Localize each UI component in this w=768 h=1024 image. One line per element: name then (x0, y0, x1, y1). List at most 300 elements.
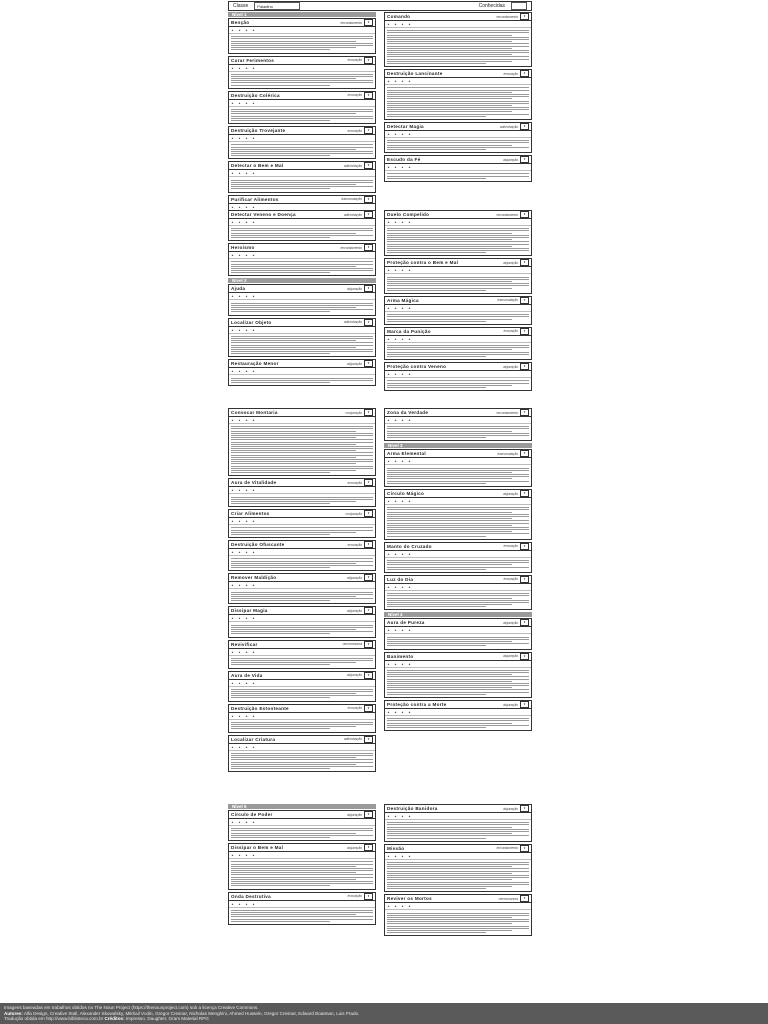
stat-icon (401, 585, 404, 589)
description-line (387, 114, 529, 115)
description-line (231, 428, 373, 429)
description-line (231, 835, 373, 836)
spell-name: Banimento (387, 653, 414, 659)
class-select[interactable]: Paladino (254, 2, 300, 10)
stat-icon (401, 220, 404, 224)
expand-button[interactable]: ▾ (520, 13, 529, 20)
spell-description (229, 34, 375, 53)
expand-button[interactable]: ▾ (364, 19, 373, 26)
expand-button[interactable]: ▾ (520, 328, 529, 335)
stat-icon (245, 902, 248, 906)
stat-icon (387, 628, 390, 632)
description-line (231, 347, 356, 348)
spell-description (385, 28, 531, 66)
description-line (387, 917, 512, 918)
expand-button[interactable]: ▾ (520, 409, 529, 416)
description-line (387, 92, 512, 93)
stat-icon (408, 499, 411, 503)
stat-icon (245, 101, 248, 105)
description-line (231, 497, 373, 498)
expand-button[interactable]: ▾ (520, 653, 529, 660)
stat-icon (252, 681, 255, 685)
description-line (387, 868, 529, 869)
spell-name: Ajuda (231, 286, 246, 292)
description-line (387, 866, 512, 867)
spell-stats-row (229, 65, 375, 72)
stat-icon (394, 904, 397, 908)
spell-description (229, 142, 375, 158)
description-line (231, 147, 373, 148)
description-line (231, 689, 373, 690)
description-line (231, 631, 373, 632)
description-line (231, 340, 356, 341)
spell-stats-row (229, 252, 375, 259)
description-line (231, 697, 330, 698)
expand-button[interactable]: ▾ (520, 543, 529, 550)
description-line (231, 864, 373, 865)
description-line (387, 39, 529, 40)
spell-card-header (229, 319, 375, 327)
stat-icon (252, 328, 255, 332)
stat-icon (238, 519, 241, 523)
spell-name: Purificar Alimentos (231, 196, 279, 202)
description-line (387, 723, 512, 724)
spell-school: encantamento (340, 245, 362, 250)
description-line (387, 239, 512, 240)
spell-name: Dissipar o Bem e Mal (231, 845, 284, 851)
description-line (231, 336, 373, 337)
expand-button[interactable]: ▾ (520, 450, 529, 457)
description-line (231, 85, 330, 86)
spell-card-header (385, 211, 531, 219)
description-line (231, 144, 373, 145)
description-line (387, 595, 529, 596)
expand-button[interactable]: ▾ (364, 641, 373, 648)
stat-icon (394, 814, 397, 818)
spell-name: Aura de Pureza (387, 620, 425, 626)
stat-icon (401, 79, 404, 83)
spell-card-circulo-magico (384, 489, 532, 540)
stat-icon (231, 745, 234, 749)
spell-name: Destruição Trovejante (231, 128, 286, 134)
expand-button[interactable]: ▾ (520, 490, 529, 497)
spell-page-3 (228, 408, 532, 788)
description-line (387, 602, 529, 603)
description-line (387, 385, 512, 386)
expand-button[interactable]: ▾ (364, 705, 373, 712)
stat-icon (387, 268, 390, 272)
spell-stats-row (229, 582, 375, 589)
expand-button[interactable]: ▾ (520, 619, 529, 626)
description-line (387, 835, 529, 836)
description-line (387, 882, 529, 883)
description-line (231, 448, 373, 449)
description-line (231, 563, 356, 564)
expand-button[interactable]: ▾ (520, 123, 529, 130)
spell-name: Localizar Criatura (231, 736, 276, 742)
spell-card-header (229, 92, 375, 100)
expand-button[interactable]: ▾ (364, 162, 373, 169)
left-column (228, 408, 376, 774)
spell-stats-row (385, 371, 531, 378)
description-line (387, 380, 529, 381)
description-line (387, 281, 512, 282)
spell-card-restauracao-menor (228, 359, 376, 386)
expand-button[interactable]: ▾ (364, 211, 373, 218)
stat-icon (401, 337, 404, 341)
description-line (231, 80, 373, 81)
spell-name: Luz do Dia (387, 576, 414, 582)
description-line (231, 625, 373, 626)
spell-description (385, 668, 531, 697)
description-line (387, 285, 529, 286)
expand-button[interactable]: ▾ (520, 259, 529, 266)
spell-school: abjuração (347, 361, 362, 366)
spell-card-convocar-montaria (228, 408, 376, 476)
stat-icon (394, 459, 397, 463)
spell-card-header (385, 363, 531, 371)
spell-stats-row (385, 219, 531, 226)
description-line (231, 768, 330, 769)
stat-icon (252, 66, 255, 70)
spell-stats-row (229, 135, 375, 142)
expand-button[interactable]: ▾ (364, 607, 373, 614)
stat-icon (238, 550, 241, 554)
spell-card-header (229, 244, 375, 252)
spell-description (385, 85, 531, 119)
spell-stats-row (385, 551, 531, 558)
description-line (231, 755, 373, 756)
spell-stats-row (229, 27, 375, 34)
description-line (231, 76, 373, 77)
spell-name: Revivificar (231, 641, 258, 647)
expand-button[interactable]: ▾ (364, 541, 373, 548)
stat-icon (245, 488, 248, 492)
stat-icon (252, 583, 255, 587)
level-header: Nível 4 (384, 612, 532, 617)
description-line (231, 466, 373, 467)
expand-button[interactable]: ▾ (520, 363, 529, 370)
description-line (387, 244, 529, 245)
description-line (387, 347, 529, 348)
stat-icon (231, 616, 234, 620)
description-line (387, 87, 529, 88)
expand-button[interactable]: ▾ (364, 319, 373, 326)
credits-footer (0, 1003, 768, 1024)
description-line (387, 178, 486, 179)
description-line (387, 111, 512, 112)
expand-button[interactable]: ▾ (364, 510, 373, 517)
stat-icon (231, 650, 234, 654)
spell-card-detectar-veneno-e-doenca (228, 210, 376, 241)
stat-icon (401, 499, 404, 503)
right-column (384, 408, 532, 733)
description-line (387, 147, 529, 148)
stat-icon (231, 902, 234, 906)
summary-select[interactable] (511, 2, 527, 10)
spell-name: Reviver os Mortos (387, 896, 432, 902)
spell-name: Arma Elemental (387, 451, 426, 457)
description-line (387, 915, 529, 916)
expand-button[interactable]: ▾ (364, 811, 373, 818)
spell-description (229, 494, 375, 506)
spell-school: evocação (347, 480, 362, 485)
spell-school: evocação (347, 542, 362, 547)
spell-card-escudo-da-fe (384, 155, 532, 182)
expand-button[interactable]: ▾ (364, 736, 373, 743)
description-line (387, 105, 512, 106)
credits-text: Impresso, Daughter, Gram Material RPG (125, 1016, 209, 1022)
description-line (387, 241, 529, 242)
stat-icon (252, 101, 255, 105)
description-line (387, 233, 512, 234)
description-line (387, 871, 529, 872)
description-line (387, 288, 512, 289)
stat-icon (238, 488, 241, 492)
spell-description (385, 378, 531, 390)
description-line (387, 518, 512, 519)
stat-icon (231, 253, 234, 257)
expand-button[interactable]: ▾ (364, 127, 373, 134)
description-line (387, 862, 529, 863)
stat-icon (252, 902, 255, 906)
spell-page-2 (228, 210, 532, 400)
spell-card-destruicao-colerica (228, 91, 376, 124)
expand-button[interactable]: ▾ (364, 574, 373, 581)
spell-description (385, 274, 531, 293)
spell-card-header (385, 490, 531, 498)
spell-name: Detectar Magia (387, 124, 424, 129)
expand-button[interactable]: ▾ (364, 244, 373, 251)
description-line (231, 830, 373, 831)
stat-icon (238, 171, 241, 175)
spell-name: Heroísmo (231, 245, 255, 251)
spell-card-header (385, 701, 531, 709)
spell-card-protecao-contra-o-bem-e-mal (384, 258, 532, 294)
description-line (231, 155, 330, 156)
stat-icon (387, 585, 390, 589)
spell-card-header (229, 162, 375, 170)
stat-icon (401, 459, 404, 463)
spell-card-destruicao-ofuscante (228, 540, 376, 571)
description-line (387, 96, 529, 97)
spell-description (229, 556, 375, 570)
description-line (231, 919, 373, 920)
spell-school: conjuração (345, 511, 362, 516)
stat-icon (231, 205, 234, 209)
expand-button[interactable]: ▾ (364, 92, 373, 99)
description-line (231, 468, 373, 469)
description-line (231, 49, 330, 50)
description-line (387, 560, 529, 561)
stat-icon (408, 22, 411, 26)
spell-description (385, 312, 531, 324)
spell-name: Destruição Lancinante (387, 71, 443, 77)
description-line (387, 873, 512, 874)
stat-icon (408, 306, 411, 310)
description-line (231, 598, 373, 599)
spell-name: Destruição Ofuscante (231, 542, 285, 548)
description-line (231, 565, 373, 566)
expand-button[interactable]: ▾ (520, 156, 529, 163)
spell-card-destruicao-estonteante (228, 704, 376, 733)
expand-button[interactable]: ▾ (364, 844, 373, 851)
spell-stats-row (229, 327, 375, 334)
expand-button[interactable]: ▾ (364, 360, 373, 367)
description-line (387, 468, 529, 469)
expand-button[interactable]: ▾ (520, 576, 529, 583)
spell-card-header (385, 845, 531, 853)
description-line (231, 885, 330, 886)
description-line (387, 598, 512, 599)
description-line (387, 639, 529, 640)
expand-button[interactable]: ▾ (520, 297, 529, 304)
spell-card-luz-do-dia (384, 575, 532, 611)
description-line (231, 378, 373, 379)
spell-description (229, 589, 375, 603)
expand-button[interactable]: ▾ (364, 479, 373, 486)
spell-stats-row (229, 417, 375, 424)
stat-icon (245, 418, 248, 422)
description-line (231, 724, 373, 725)
stat-icon (245, 583, 248, 587)
spell-card-arma-elemental (384, 449, 532, 487)
description-line (231, 45, 373, 46)
description-line (387, 637, 529, 638)
spell-school: abjuração (347, 812, 362, 817)
spell-description (229, 72, 375, 88)
spell-card-header (229, 211, 375, 219)
expand-button[interactable]: ▾ (364, 57, 373, 64)
description-line (231, 693, 356, 694)
stat-icon (408, 459, 411, 463)
stat-icon (238, 650, 241, 654)
stat-icon (238, 681, 241, 685)
spell-school: adivinhação (343, 212, 362, 217)
spell-card-localizar-objeto (228, 318, 376, 358)
stat-icon (394, 22, 397, 26)
stat-icon (245, 28, 248, 32)
stat-icon (252, 714, 255, 718)
stat-icon (238, 66, 241, 70)
stat-icon (245, 369, 248, 373)
stat-icon (238, 820, 241, 824)
expand-button[interactable]: ▾ (520, 701, 529, 708)
stat-icon (394, 499, 397, 503)
description-line (387, 600, 529, 601)
spell-school: abjuração (347, 286, 362, 291)
spell-stats-row (385, 584, 531, 591)
stat-icon (238, 328, 241, 332)
spell-card-header (229, 844, 375, 852)
description-line (231, 912, 373, 913)
stat-icon (387, 306, 390, 310)
stat-icon (252, 220, 255, 224)
stat-icon (408, 854, 411, 858)
expand-button[interactable]: ▾ (364, 409, 373, 416)
spell-school: necromancia (498, 896, 518, 901)
description-line (387, 248, 529, 249)
expand-button[interactable]: ▾ (364, 893, 373, 900)
description-line (231, 74, 373, 75)
spell-card-destruicao-banidora (384, 804, 532, 842)
expand-button[interactable]: ▾ (520, 211, 529, 218)
description-line (231, 380, 373, 381)
description-line (387, 930, 512, 931)
expand-button[interactable]: ▾ (520, 845, 529, 852)
description-line (231, 307, 356, 308)
description-line (231, 182, 373, 183)
expand-button[interactable]: ▾ (520, 805, 529, 812)
spell-school: evocação (503, 544, 518, 549)
stat-icon (231, 820, 234, 824)
spell-name: Escudo da Fé (387, 157, 421, 163)
spell-description (385, 226, 531, 255)
spell-stats-row (385, 709, 531, 716)
spell-name: Arma Mágica (387, 297, 419, 303)
spell-stats-row (229, 518, 375, 525)
description-line (231, 426, 373, 427)
spell-school: abjuração (503, 260, 518, 265)
spell-stats-row (385, 458, 531, 465)
spell-school: evocação (347, 894, 362, 899)
description-line (387, 90, 529, 91)
expand-button[interactable]: ▾ (520, 895, 529, 902)
stat-icon (252, 136, 255, 140)
description-line (387, 536, 486, 537)
stat-icon (387, 372, 390, 376)
stat-icon (238, 369, 241, 373)
description-line (231, 311, 330, 312)
spell-stats-row (229, 615, 375, 622)
description-line (231, 342, 373, 343)
description-line (231, 461, 373, 462)
description-line (231, 558, 373, 559)
spell-card-header (385, 619, 531, 627)
description-line (231, 41, 356, 42)
spell-card-ajuda (228, 284, 376, 315)
stat-icon (231, 488, 234, 492)
expand-button[interactable]: ▾ (364, 672, 373, 679)
spell-name: Convocar Montaria (231, 410, 278, 415)
description-line (387, 279, 529, 280)
description-line (387, 246, 512, 247)
expand-button[interactable]: ▾ (520, 70, 529, 77)
spell-name: Destruição Colérica (231, 92, 280, 98)
description-line (387, 520, 529, 521)
stat-icon (387, 132, 390, 136)
description-line (387, 514, 529, 515)
description-line (387, 674, 512, 675)
spell-card-remover-maldicao (228, 573, 376, 604)
description-line (231, 660, 373, 661)
stat-icon (394, 337, 397, 341)
stat-icon (387, 904, 390, 908)
spell-card-heroismo (228, 243, 376, 276)
expand-button[interactable]: ▾ (364, 196, 373, 203)
spell-description (229, 859, 375, 888)
description-line (231, 338, 373, 339)
spell-card-header (385, 805, 531, 813)
level-header: Nível 3 (384, 443, 532, 448)
description-line (231, 470, 356, 471)
expand-button[interactable]: ▾ (364, 285, 373, 292)
stat-icon (231, 66, 234, 70)
spell-page-4 (228, 804, 532, 999)
spell-description (229, 226, 375, 240)
stat-icon (245, 519, 248, 523)
description-line (387, 48, 512, 49)
